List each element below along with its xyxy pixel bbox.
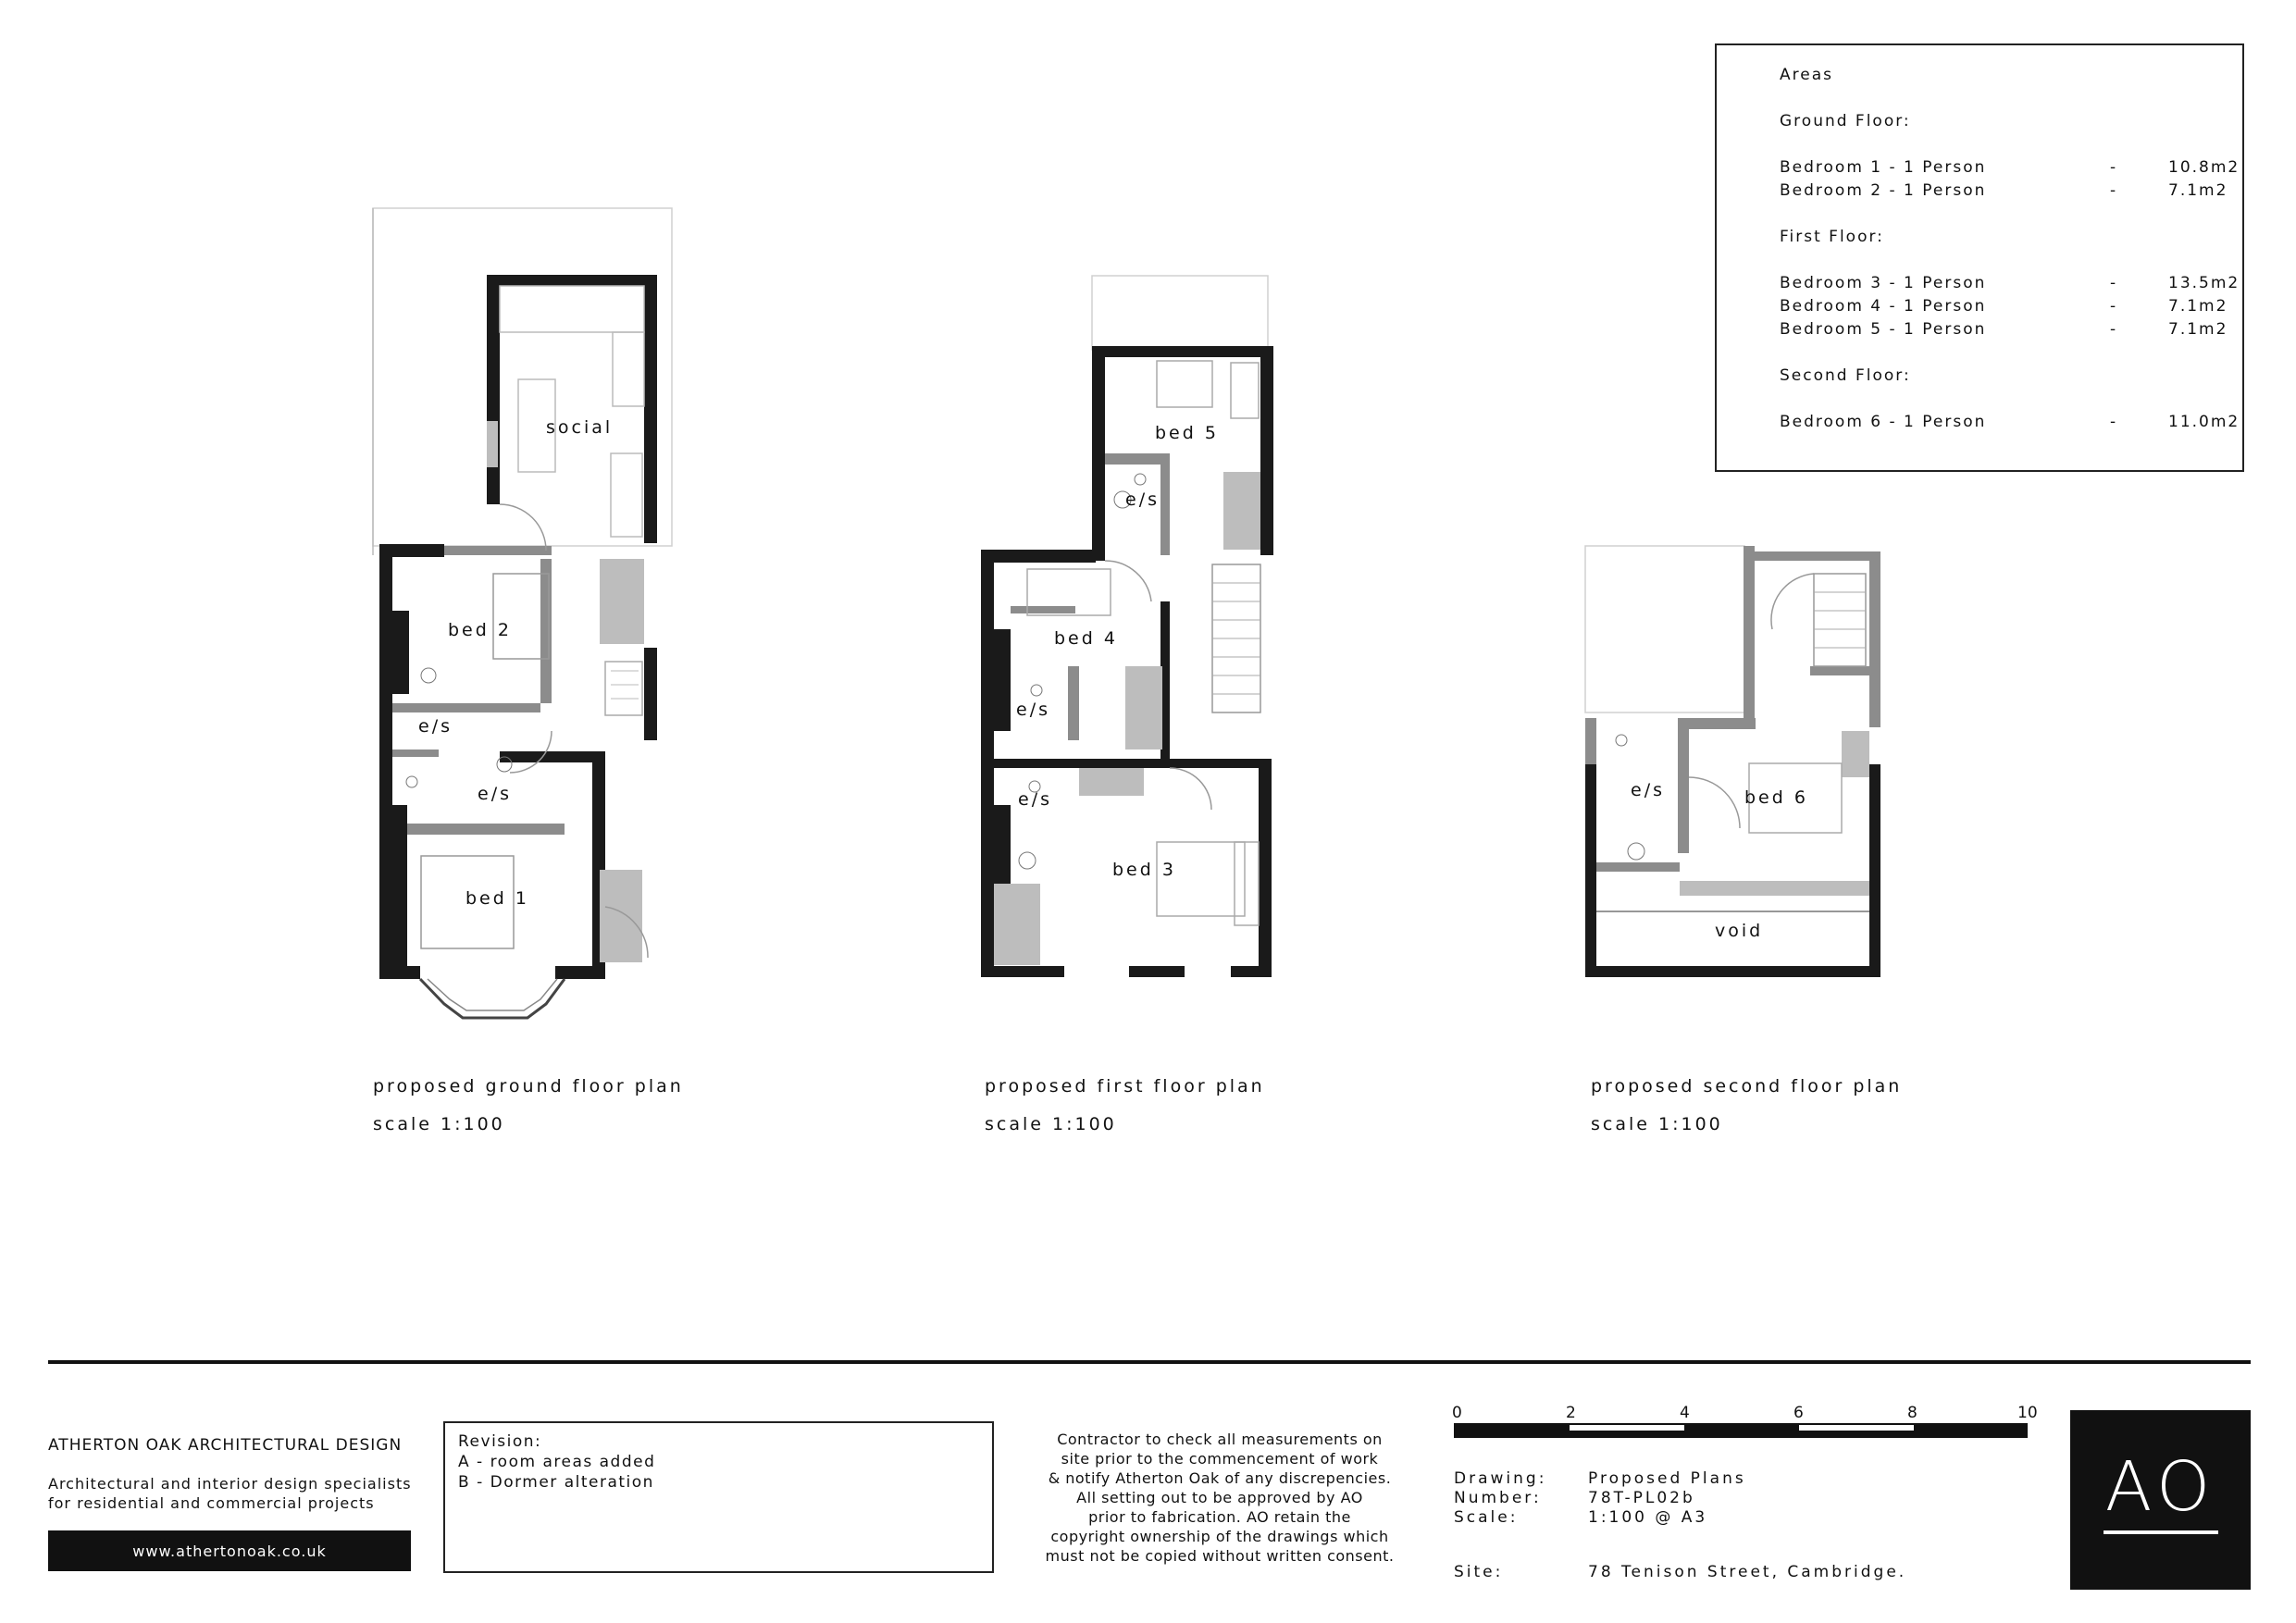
ao-logo: AO	[2070, 1410, 2251, 1590]
areas-row: Bedroom 3 - 1 Person - 13.5m2	[1780, 274, 2240, 292]
areas-schedule	[1715, 43, 2244, 472]
revision-box	[443, 1421, 994, 1573]
areas-row: Bedroom 5 - 1 Person - 7.1m2	[1780, 320, 2228, 339]
room-label-en-suite: e/s	[1018, 789, 1052, 810]
room-label-bed-6: bed 6	[1744, 787, 1808, 808]
drawing-label: Drawing:	[1454, 1469, 1547, 1488]
room-label-bed-5: bed 5	[1155, 423, 1219, 443]
scale-bar	[1453, 1420, 2029, 1443]
titleblock-divider	[48, 1360, 2251, 1364]
site-label: Site:	[1454, 1563, 1504, 1581]
room-label-bed-1: bed 1	[465, 888, 529, 909]
number-value: 78T-PL02b	[1588, 1489, 1695, 1507]
ground-floor-caption: proposed ground floor plan	[373, 1076, 684, 1096]
room-label-bed-4: bed 4	[1054, 628, 1118, 649]
scale-value: 1:100 @ A3	[1588, 1508, 1708, 1527]
first-floor-scale: scale 1:100	[985, 1114, 1117, 1134]
second-floor-scale: scale 1:100	[1591, 1114, 1723, 1134]
room-label-en-suite: e/s	[1016, 700, 1050, 720]
areas-heading: Ground Floor:	[1780, 112, 1911, 130]
second-floor-plan	[1585, 546, 1880, 977]
room-label-void: void	[1715, 921, 1764, 941]
scale-bar-label: 2	[1566, 1404, 1576, 1422]
areas-heading: Second Floor:	[1780, 366, 1911, 385]
revision-entry: A - room areas added	[458, 1453, 656, 1471]
scale-bar-label: 4	[1680, 1404, 1690, 1422]
website-link[interactable]: www.athertonoak.co.uk	[48, 1530, 411, 1571]
logo-underline	[2104, 1530, 2218, 1534]
areas-row: Bedroom 6 - 1 Person - 11.0m2	[1780, 413, 2240, 431]
company-tagline: for residential and commercial projects	[48, 1494, 375, 1512]
company-tagline: Architectural and interior design specialists	[48, 1475, 412, 1493]
first-floor-caption: proposed first floor plan	[985, 1076, 1265, 1096]
room-label-bed-2: bed 2	[448, 620, 512, 640]
areas-row: Bedroom 1 - 1 Person - 10.8m2	[1780, 158, 2240, 177]
room-label-en-suite: e/s	[1631, 780, 1665, 800]
drawing-value: Proposed Plans	[1588, 1469, 1746, 1488]
room-label-en-suite: e/s	[1125, 489, 1160, 510]
room-label-bed-3: bed 3	[1112, 860, 1176, 880]
site-value: 78 Tenison Street, Cambridge.	[1588, 1563, 1907, 1581]
number-label: Number:	[1454, 1489, 1542, 1507]
contractor-disclaimer: Contractor to check all measurements on site prior to the commencement of work & notify Atherton Oak of any discrepencies. All setting out to be approved by AO prior to fabrication. AO retain the copyright ownership of the drawings which must not be copied without written consent.	[1045, 1431, 1395, 1565]
scale-label: Scale:	[1454, 1508, 1519, 1527]
second-floor-caption: proposed second floor plan	[1591, 1076, 1903, 1096]
areas-row: Bedroom 2 - 1 Person - 7.1m2	[1780, 181, 2228, 200]
areas-row: Bedroom 4 - 1 Person - 7.1m2	[1780, 297, 2228, 316]
room-label-en-suite: e/s	[478, 784, 512, 804]
scale-bar-label: 6	[1793, 1404, 1804, 1422]
revision-title: Revision:	[458, 1432, 542, 1451]
areas-title: Areas	[1780, 66, 1833, 84]
areas-heading: First Floor:	[1780, 228, 1884, 246]
room-label-social: social	[546, 417, 614, 438]
scale-bar-label: 10	[2017, 1404, 2038, 1422]
room-label-en-suite: e/s	[418, 716, 453, 737]
revision-entry: B - Dormer alteration	[458, 1473, 654, 1492]
ground-floor-scale: scale 1:100	[373, 1114, 505, 1134]
scale-bar-label: 8	[1907, 1404, 1917, 1422]
company-name: ATHERTON OAK ARCHITECTURAL DESIGN	[48, 1436, 403, 1455]
scale-bar-label: 0	[1452, 1404, 1462, 1422]
